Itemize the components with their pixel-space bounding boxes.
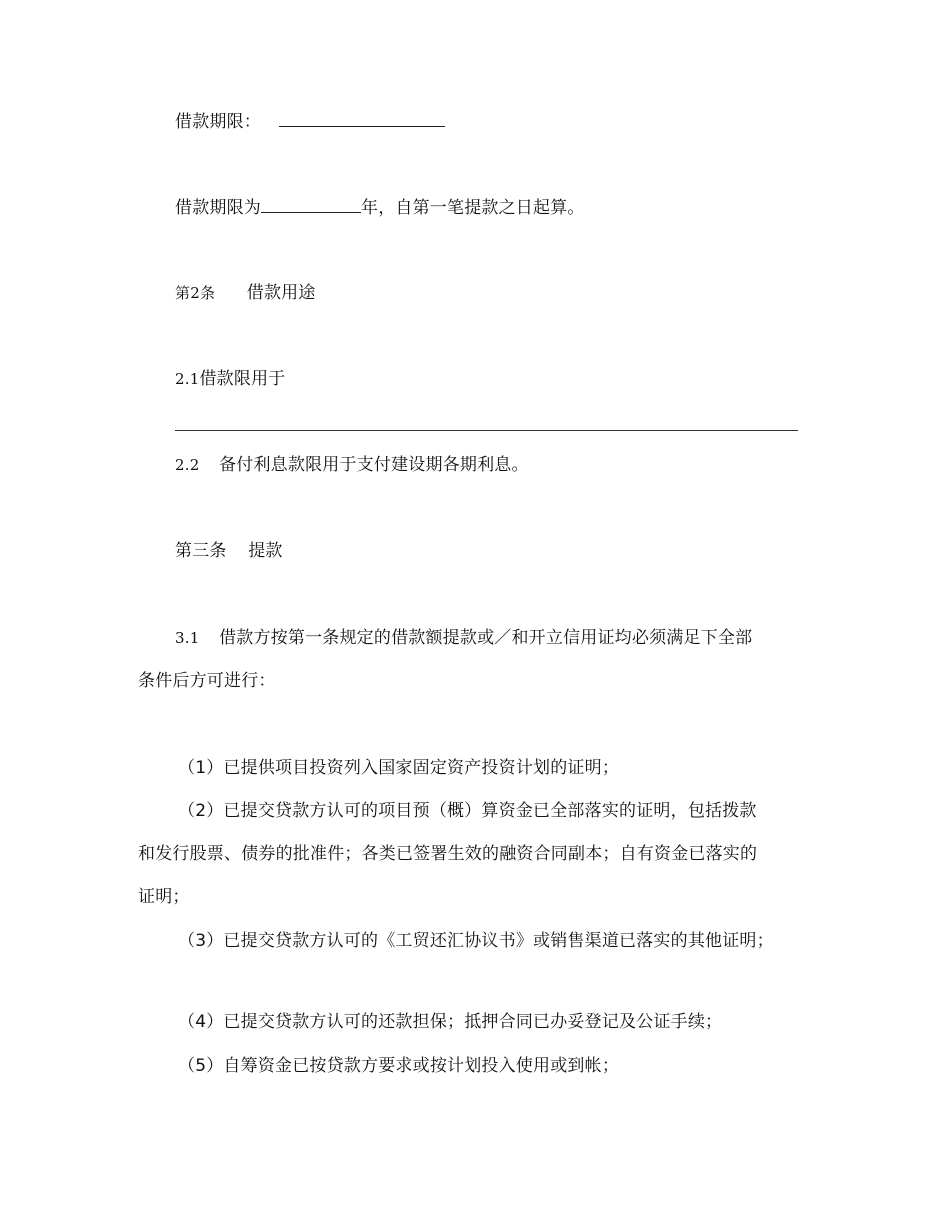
article3-title: 提款	[248, 541, 283, 561]
clause-3-1-line2: 条件后方可进行：	[138, 671, 276, 691]
condition-5	[178, 1055, 619, 1077]
condition-4-number: （4）	[178, 1012, 224, 1032]
condition-5-text: 自筹资金已按贷款方要求或按计划投入使用或到帐；	[223, 1056, 620, 1076]
article2-number: 第2条	[175, 284, 216, 302]
term-sentence	[175, 196, 585, 219]
clause-2-1-number: 2.1	[175, 370, 200, 388]
condition-5-number: （5）	[178, 1056, 224, 1076]
article3-number: 第三条	[175, 541, 227, 561]
condition-2-line3: 证明；	[138, 887, 190, 907]
clause-3-1-line1	[175, 627, 752, 649]
term-sentence-suffix: 年，自第一笔提款之日起算。	[361, 198, 585, 218]
clause-2-1	[175, 368, 285, 390]
clause-2-2-text: 备付利息款限用于支付建设期各期利息。	[219, 455, 529, 475]
condition-3-number: （3）	[178, 931, 224, 951]
clause-2-2	[175, 454, 529, 476]
condition-1-number: （1）	[178, 758, 224, 778]
clause-2-1-text: 借款限用于	[199, 369, 286, 389]
condition-3	[178, 930, 774, 952]
term-label: 借款期限：	[175, 112, 261, 132]
condition-2-line2: 和发行股票、债券的批准件；各类已签署生效的融资合同副本；自有资金已落实的	[138, 844, 758, 864]
article2-title: 借款用途	[246, 283, 316, 303]
clause-3-1-number: 3.1	[175, 629, 200, 647]
term-blank[interactable]	[279, 110, 445, 127]
condition-1-text: 已提供项目投资列入国家固定资产投资计划的证明；	[223, 758, 620, 778]
condition-2-line1	[178, 800, 757, 822]
article2-heading	[175, 282, 316, 304]
term-sentence-prefix: 借款期限为	[175, 198, 261, 218]
clause-2-1-blank-line[interactable]	[175, 430, 798, 431]
condition-3-text: 已提交贷款方认可的《工贸还汇协议书》或销售渠道已落实的其他证明；	[223, 931, 774, 951]
condition-1	[178, 757, 619, 779]
condition-4-text: 已提交贷款方认可的还款担保；抵押合同已办妥登记及公证手续；	[223, 1012, 723, 1032]
condition-2-number: （2）	[178, 801, 224, 821]
clause-3-1-text-line1: 借款方按第一条规定的借款额提款或／和开立信用证均必须满足下全部	[219, 628, 753, 648]
clause-2-2-number: 2.2	[175, 456, 200, 474]
article3-heading	[175, 540, 283, 562]
condition-2-text-line1: 已提交贷款方认可的项目预（概）算资金已全部落实的证明，包括拨款	[223, 801, 757, 821]
condition-4	[178, 1011, 722, 1033]
term-label-row	[175, 110, 445, 133]
term-years-blank[interactable]	[261, 196, 361, 213]
